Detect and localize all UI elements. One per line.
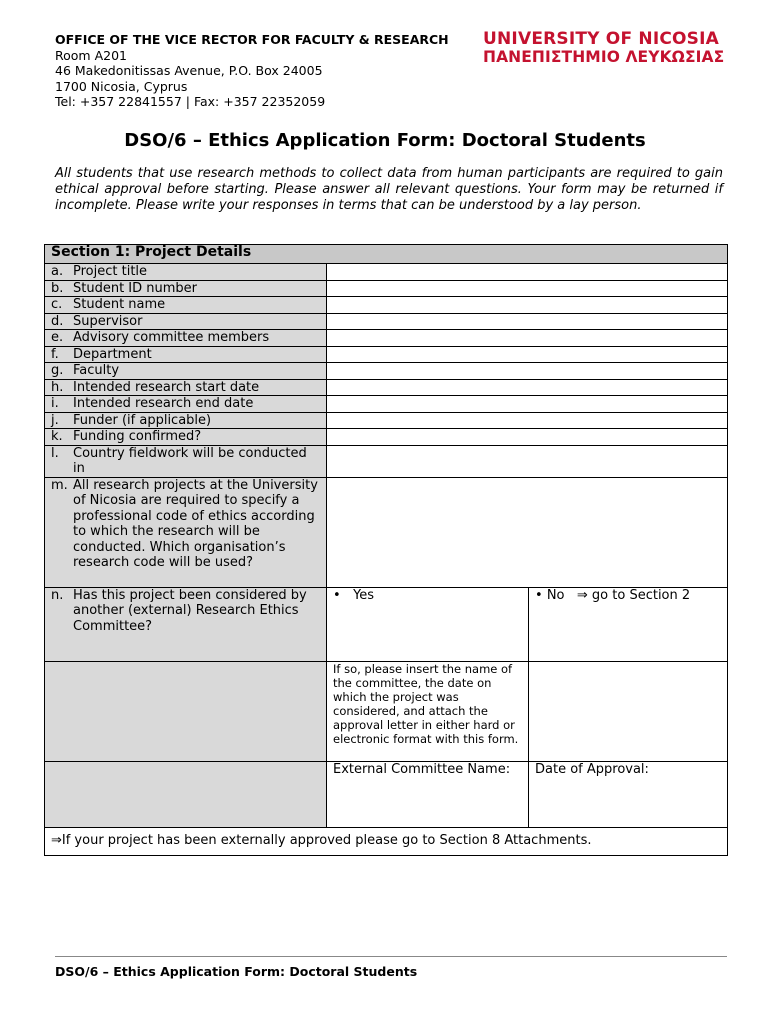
- row-letter: k.: [51, 429, 63, 444]
- if-so-instructions: If so, please insert the name of the committee, the date on which the project was considered, and attach the approval letter in either hard or electronic format with this form.: [327, 661, 529, 761]
- department-field[interactable]: [327, 346, 728, 363]
- start-date-field[interactable]: [327, 379, 728, 396]
- field-label-start-date: Intended research start date: [73, 379, 260, 395]
- if-so-blank-field[interactable]: [529, 661, 728, 761]
- no-option[interactable]: [529, 587, 728, 661]
- advisory-committee-field[interactable]: [327, 330, 728, 347]
- row-letter: f.: [51, 346, 59, 362]
- table-row: [45, 330, 728, 347]
- field-label-external-ethics: Has this project been considered by another (external) Research Ethics Committee?: [73, 587, 307, 634]
- external-committee-name-field[interactable]: [327, 761, 529, 827]
- field-label-funding-confirmed: Funding confirmed?: [73, 429, 202, 444]
- yes-option[interactable]: [327, 587, 529, 661]
- table-row: [45, 363, 728, 380]
- end-date-field[interactable]: [327, 396, 728, 413]
- office-name: OFFICE OF THE VICE RECTOR FOR FACULTY & RESEARCH: [55, 32, 449, 47]
- form-title: DSO/6 – Ethics Application Form: Doctoral Students: [124, 130, 646, 151]
- field-label-faculty: Faculty: [73, 363, 120, 378]
- row-letter: b.: [51, 280, 64, 296]
- go-to-section-2-text: ⇒ go to Section 2: [576, 587, 691, 603]
- table-row: [45, 313, 728, 330]
- office-room: Room A201: [55, 47, 127, 63]
- office-header: [55, 32, 449, 110]
- ethics-code-field[interactable]: [327, 477, 728, 587]
- field-label-ethics-code: All research projects at the University of Nicosia are required to specify a professional code of ethics according to which the research will be conducted. Which organisation’s research code will be used?: [73, 477, 318, 570]
- supervisor-field[interactable]: [327, 313, 728, 330]
- table-row: [45, 761, 728, 827]
- office-address: 46 Makedonitissas Avenue, P.O. Box 24005: [55, 63, 323, 78]
- field-label-supervisor: Supervisor: [73, 313, 143, 329]
- faculty-field[interactable]: [327, 363, 728, 380]
- table-row: [45, 264, 728, 281]
- section-heading: Section 1: Project Details: [45, 245, 728, 264]
- row-letter: d.: [51, 313, 64, 329]
- field-label-end-date: Intended research end date: [73, 396, 254, 411]
- project-title-field[interactable]: [327, 264, 728, 281]
- field-label-department: Department: [73, 346, 152, 362]
- field-label-advisory-committee: Advisory committee members: [73, 330, 270, 345]
- funder-field[interactable]: [327, 412, 728, 429]
- row-letter: m.: [51, 477, 68, 493]
- form-intro: All students that use research methods to collect data from human participants are required to gain ethical approval before starting. Please answer all relevant questions. Your form may be returned if incomplete. Please write your responses in terms that can be understood by a lay person.: [55, 166, 723, 213]
- field-label-funder: Funder (if applicable): [73, 412, 212, 428]
- page-footer: DSO/6 – Ethics Application Form: Doctoral Students: [55, 964, 418, 979]
- university-logo: [483, 30, 724, 66]
- table-row: [45, 346, 728, 363]
- funding-confirmed-field[interactable]: [327, 429, 728, 446]
- row-letter: h.: [51, 379, 64, 395]
- table-row: [45, 429, 728, 446]
- yes-label: Yes: [353, 587, 375, 603]
- table-row: [45, 412, 728, 429]
- student-id-field[interactable]: [327, 280, 728, 297]
- bullet-icon: •: [333, 587, 341, 603]
- table-row: [45, 297, 728, 314]
- row-letter: e.: [51, 330, 64, 345]
- external-approval-note: ⇒If your project has been externally approved please go to Section 8 Attachments.: [45, 827, 728, 855]
- table-row: [45, 661, 728, 761]
- country-fieldwork-field[interactable]: [327, 445, 728, 477]
- field-label-project-title: Project title: [73, 264, 148, 279]
- office-city: 1700 Nicosia, Cyprus: [55, 78, 188, 94]
- footer-divider: [55, 956, 727, 957]
- student-name-field[interactable]: [327, 297, 728, 314]
- table-row: [45, 827, 728, 855]
- bullet-icon: •: [535, 587, 543, 603]
- field-label-student-name: Student name: [73, 297, 166, 312]
- office-contact: Tel: +357 22841557 | Fax: +357 22352059: [55, 94, 326, 109]
- table-row: [45, 396, 728, 413]
- table-row: [45, 477, 728, 587]
- logo-greek: ΠΑΝΕΠΙΣΤΗΜΙΟ ΛΕΥΚΩΣΙΑΣ: [483, 48, 725, 66]
- external-committee-label: External Committee Name:: [333, 761, 511, 777]
- table-row: [45, 445, 728, 477]
- field-label-country-fieldwork: Country fieldwork will be conducted in: [73, 445, 307, 476]
- table-row: [45, 587, 728, 661]
- row-letter: c.: [51, 297, 63, 312]
- field-label-student-id: Student ID number: [73, 280, 198, 296]
- table-row: [45, 280, 728, 297]
- table-row: [45, 379, 728, 396]
- row-letter: n.: [51, 587, 64, 603]
- row-letter: j.: [51, 412, 59, 428]
- row-letter: i.: [51, 396, 59, 411]
- logo-english: UNIVERSITY OF NICOSIA: [483, 29, 719, 49]
- date-of-approval-field[interactable]: [529, 761, 728, 827]
- date-of-approval-label: Date of Approval:: [535, 761, 649, 777]
- project-details-table: [44, 244, 728, 856]
- row-letter: a.: [51, 264, 64, 279]
- row-letter: g.: [51, 363, 64, 378]
- row-letter: l.: [51, 445, 59, 461]
- no-label: No: [546, 587, 565, 603]
